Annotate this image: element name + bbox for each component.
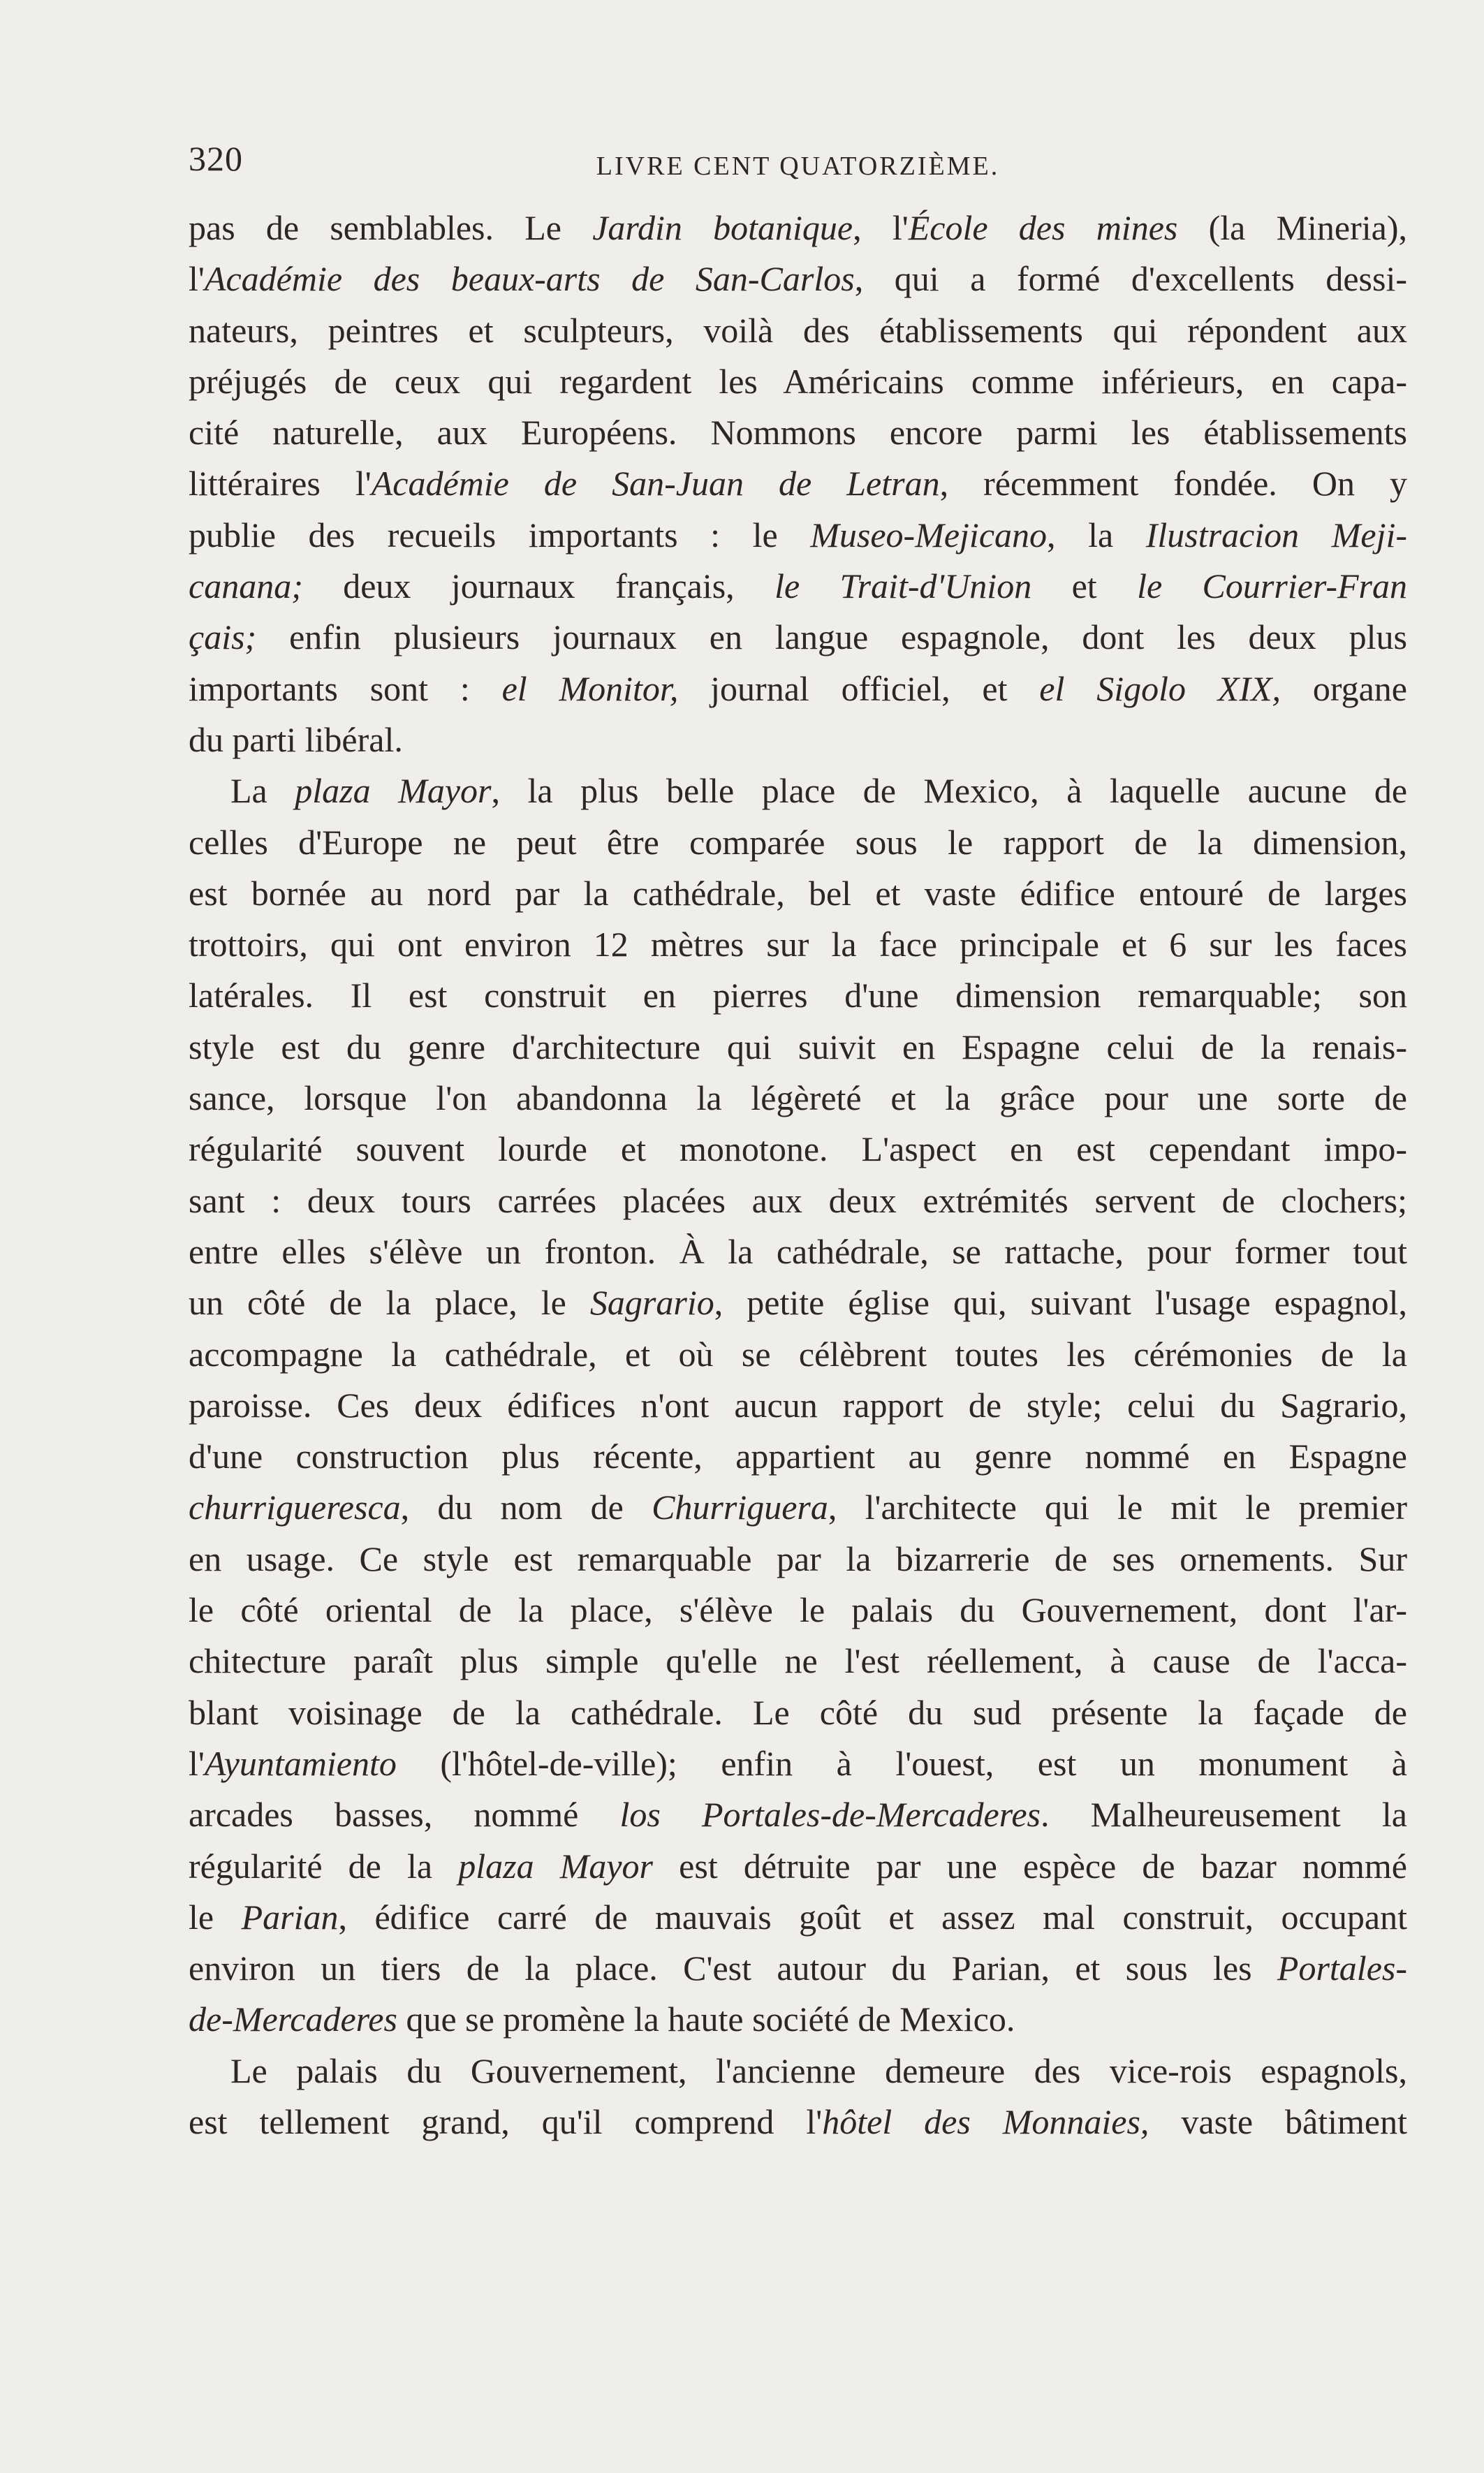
text-line xyxy=(189,1175,1407,1226)
text-segment: littéraires l' xyxy=(189,464,372,504)
text-segment: chitecture paraît plus simple qu'elle ne l'est réellement, à cause de l'acca- xyxy=(189,1641,1407,1681)
text-line xyxy=(189,1687,1407,1738)
text-segment: , du nom de xyxy=(400,1488,652,1527)
text-line xyxy=(189,203,1407,254)
text-segment: est tellement grand, qu'il comprend l' xyxy=(189,2101,823,2141)
italic-text: hôtel des Monnaies, xyxy=(822,2101,1149,2141)
italic-text: çais; xyxy=(189,617,257,657)
text-segment: journal officiel, et xyxy=(678,668,1040,708)
text-line xyxy=(189,1789,1407,1840)
text-line xyxy=(189,1022,1407,1073)
text-line xyxy=(189,1124,1407,1175)
text-segment: , qui a formé d'excellents dessi- xyxy=(854,259,1407,299)
text-segment: , récemment fondée. On y xyxy=(939,464,1407,504)
text-line xyxy=(189,1943,1407,1994)
page-header xyxy=(189,138,1407,187)
text-line xyxy=(189,1380,1407,1431)
text-line xyxy=(189,2046,1407,2097)
text-segment: du parti libéral. xyxy=(189,719,403,759)
italic-text: de-Mercaderes xyxy=(189,1999,397,2039)
text-segment: environ un tiers de la place. C'est autour du Parian, et sous les xyxy=(189,1949,1277,1988)
text-line xyxy=(189,561,1407,612)
text-segment: est bornée au nord par la cathédrale, bel et vaste édifice entouré de larges xyxy=(189,873,1407,913)
italic-text: Jardin botanique xyxy=(592,208,853,247)
text-line xyxy=(189,1738,1407,1789)
text-segment: régularité de la xyxy=(189,1846,459,1886)
italic-text: el Sigolo XIX, xyxy=(1039,668,1281,708)
text-line xyxy=(189,919,1407,970)
text-segment: enfin plusieurs journaux en langue espagnole, dont les deux plus xyxy=(256,617,1407,657)
text-segment: le côté oriental de la place, s'élève le palais du Gouvernement, dont l'ar- xyxy=(189,1590,1407,1630)
text-segment: que se promène la haute société de Mexico. xyxy=(397,1999,1015,2039)
italic-text: plaza Mayor xyxy=(295,771,492,811)
italic-text: le Courrier-Fran xyxy=(1137,566,1407,606)
italic-text: el Monitor, xyxy=(501,668,679,708)
text-line xyxy=(189,356,1407,407)
text-line xyxy=(189,1841,1407,1892)
italic-text: Ilustracion Meji- xyxy=(1145,515,1407,555)
text-segment: cité naturelle, aux Européens. Nommons encore parmi les établissements xyxy=(189,413,1407,453)
text-segment: publie des recueils importants : le xyxy=(189,515,811,555)
text-line xyxy=(189,305,1407,356)
text-line xyxy=(189,1431,1407,1482)
text-segment: deux journaux français, xyxy=(302,566,775,606)
text-segment: préjugés de ceux qui regardent les Américains comme inférieurs, en capa- xyxy=(189,361,1407,401)
text-line xyxy=(189,1277,1407,1328)
text-segment: pas de semblables. Le xyxy=(189,208,593,247)
text-segment: un côté de la place, le xyxy=(189,1283,590,1323)
text-segment: arcades basses, nommé xyxy=(189,1795,620,1835)
italic-text: churrigueresca xyxy=(189,1488,401,1527)
text-line xyxy=(189,868,1407,919)
text-line xyxy=(189,663,1407,714)
text-line xyxy=(189,1329,1407,1380)
text-segment: trottoirs, qui ont environ 12 mètres sur la face principale et 6 sur les faces xyxy=(189,925,1407,964)
text-segment: et xyxy=(1031,566,1138,606)
text-segment: le xyxy=(189,1897,242,1937)
text-line xyxy=(189,254,1407,304)
text-line xyxy=(189,1534,1407,1585)
text-segment: , l'architecte qui le mit le premier xyxy=(828,1488,1407,1527)
italic-text: Churriguera xyxy=(652,1488,828,1527)
italic-text: Museo-Mejicano xyxy=(810,515,1048,555)
text-segment: importants sont : xyxy=(189,668,502,708)
text-segment: entre elles s'élève un fronton. À la cathédrale, se rattache, pour former tout xyxy=(189,1231,1407,1271)
text-line xyxy=(189,407,1407,458)
text-segment: d'une construction plus récente, appartient au genre nommé en Espagne xyxy=(189,1437,1407,1476)
italic-text: los Portales-de-Mercaderes xyxy=(619,1795,1041,1835)
text-segment: l' xyxy=(189,1743,205,1783)
italic-text: plaza Mayor xyxy=(458,1846,654,1886)
text-line xyxy=(189,765,1407,816)
text-segment: (la Mineria), xyxy=(1177,208,1407,247)
text-line xyxy=(189,1073,1407,1124)
text-segment: sance, lorsque l'on abandonna la légèreté et la grâce pour une sorte de xyxy=(189,1078,1407,1118)
text-segment: paroisse. Ces deux édifices n'ont aucun rapport de style; celui du Sagrario, xyxy=(189,1385,1407,1425)
text-segment: , la xyxy=(1047,515,1146,555)
running-title: LIVRE CENT QUATORZIÈME. xyxy=(596,152,1000,181)
text-line xyxy=(189,1226,1407,1277)
italic-text: Sagrario xyxy=(589,1283,714,1323)
page-number: 320 xyxy=(189,139,243,178)
text-segment: (l'hôtel-de-ville); enfin à l'ouest, est un monument à xyxy=(396,1743,1407,1783)
text-segment: accompagne la cathédrale, et où se célèbrent toutes les cérémonies de la xyxy=(189,1334,1407,1374)
text-segment: est détruite par une espèce de bazar nommé xyxy=(653,1846,1407,1886)
text-segment: l' xyxy=(189,259,205,299)
text-segment: , édifice carré de mauvais goût et assez mal construit, occupant xyxy=(338,1897,1407,1937)
text-line xyxy=(189,1892,1407,1943)
text-segment: en usage. Ce style est remarquable par la bizarrerie de ses ornements. Sur xyxy=(189,1539,1407,1578)
italic-text: le Trait-d'Union xyxy=(774,566,1032,606)
text-line xyxy=(189,458,1407,509)
text-segment: vaste bâtiment xyxy=(1149,2101,1407,2141)
italic-text: canana; xyxy=(189,566,303,606)
text-line xyxy=(189,970,1407,1021)
body-text xyxy=(189,203,1407,2148)
italic-text: Académie des beaux-arts de San-Carlos xyxy=(204,259,855,299)
text-segment: , la plus belle place de Mexico, à laquelle aucune de xyxy=(491,771,1407,811)
text-segment: , petite église qui, suivant l'usage espagnol, xyxy=(714,1283,1407,1323)
text-line xyxy=(189,1482,1407,1533)
text-line xyxy=(189,612,1407,663)
text-segment: latérales. Il est construit en pierres d'une dimension remarquable; son xyxy=(189,976,1407,1015)
italic-text: Portales- xyxy=(1277,1949,1407,1988)
text-segment: sant : deux tours carrées placées aux deux extrémités servent de clochers; xyxy=(189,1180,1407,1220)
text-line xyxy=(189,510,1407,561)
text-line xyxy=(189,817,1407,868)
text-segment: . Malheureusement la xyxy=(1040,1795,1407,1835)
italic-text: École des mines xyxy=(908,208,1178,247)
italic-text: Parian xyxy=(241,1897,339,1937)
text-segment: La xyxy=(230,771,295,811)
text-line xyxy=(189,1994,1407,2045)
text-segment: nateurs, peintres et sculpteurs, voilà des établissements qui répondent aux xyxy=(189,310,1407,350)
italic-text: Académie de San-Juan de Letran xyxy=(371,464,940,504)
text-segment: régularité souvent lourde et monotone. L'aspect en est cependant impo- xyxy=(189,1129,1407,1169)
text-segment: organe xyxy=(1281,668,1407,708)
italic-text: Ayuntamiento xyxy=(204,1743,397,1783)
text-segment: blant voisinage de la cathédrale. Le côté du sud présente la façade de xyxy=(189,1692,1407,1732)
text-segment: style est du genre d'architecture qui suivit en Espagne celui de la renais- xyxy=(189,1027,1407,1066)
text-line xyxy=(189,714,1407,765)
text-line xyxy=(189,1585,1407,1636)
text-line xyxy=(189,2097,1407,2148)
text-line xyxy=(189,1636,1407,1687)
text-segment: , l' xyxy=(853,208,909,247)
text-segment: celles d'Europe ne peut être comparée sous le rapport de la dimension, xyxy=(189,822,1407,862)
text-segment: Le palais du Gouvernement, l'ancienne demeure des vice-rois espagnols, xyxy=(230,2050,1407,2090)
